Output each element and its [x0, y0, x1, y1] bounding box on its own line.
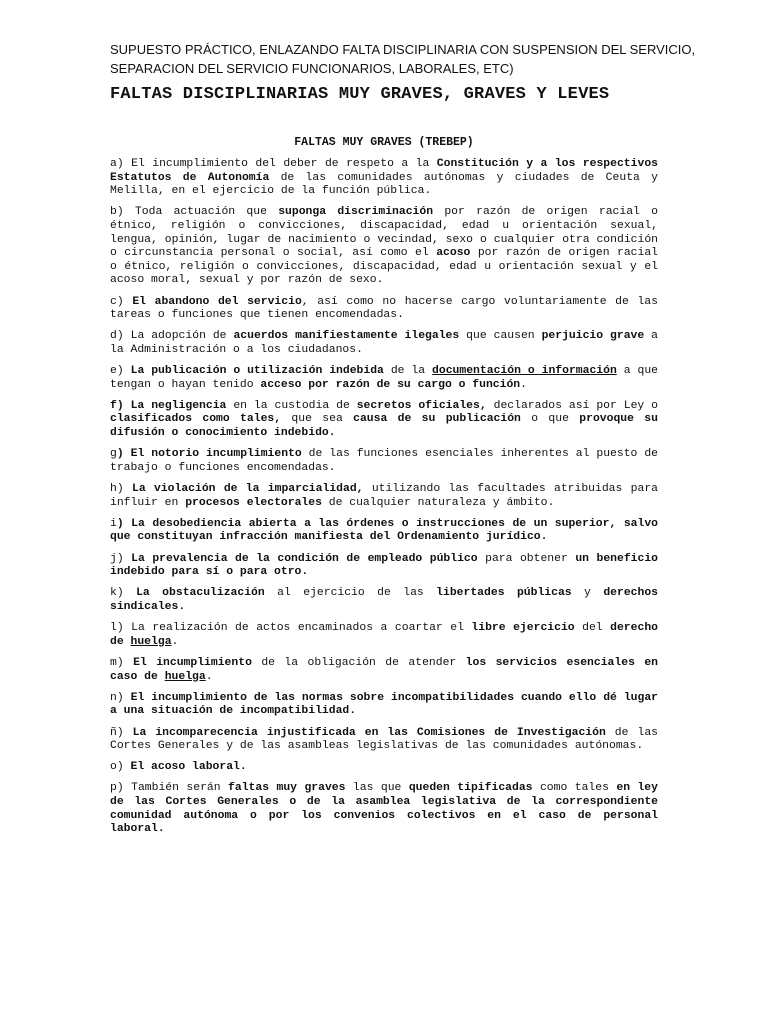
- text-run: .: [520, 378, 527, 391]
- text-run: de cualquier naturaleza y ámbito.: [321, 496, 555, 509]
- text-run: i: [110, 517, 117, 530]
- section-heading: FALTAS MUY GRAVES (TREBEP): [294, 136, 474, 149]
- text-run: clasificados como tales,: [110, 413, 282, 426]
- text-run: g: [110, 448, 117, 461]
- text-run: o): [110, 761, 131, 774]
- paragraph-j: [110, 553, 658, 580]
- paragraph-d: [110, 330, 658, 357]
- text-run: d) La adopción de: [110, 330, 234, 343]
- text-run: por razón de origen racial o étnico, religión o convicciones, discapacidad, edad u orientación sexual, lengua, opinión, lugar de nacimiento o vecindad, sexo o cualquier otra condición o circunstancia personal o social, así como el: [110, 206, 658, 260]
- text-run: huelga: [130, 635, 172, 648]
- text-run: j): [110, 552, 132, 565]
- text-run: derecho de: [110, 622, 658, 648]
- text-run: acuerdos manifiestamente ilegales: [233, 330, 460, 343]
- text-run: al ejercicio de las: [264, 587, 437, 600]
- text-run: secretos oficiales,: [356, 399, 487, 412]
- text-run: como tales: [532, 782, 617, 795]
- text-run: El incumplimiento de las normas sobre incompatibilidades cuando ello dé lugar a una situación de incompatibilidad.: [110, 691, 658, 718]
- paragraph-a: [110, 158, 658, 199]
- text-run: causa de su publicación: [353, 413, 521, 426]
- paragraph-o: [110, 761, 658, 775]
- paragraph-l: [110, 622, 658, 649]
- text-run: los servicios esenciales en caso de: [110, 656, 658, 683]
- text-run: queden tipificadas: [408, 782, 533, 795]
- text-run: n): [110, 691, 131, 704]
- text-run: a) El incumplimiento del deber de respeto a la: [110, 158, 437, 170]
- text-run: huelga: [164, 670, 206, 683]
- text-run: o que: [520, 413, 580, 426]
- text-run: que causen: [459, 330, 542, 343]
- text-run: La incomparecencia injustificada en las Comisiones de Investigación: [132, 726, 606, 739]
- text-run: La violación de la imparcialidad,: [132, 483, 364, 496]
- text-run: libertades públicas: [436, 587, 572, 600]
- text-run: b) Toda actuación que: [110, 206, 279, 219]
- paragraph-b: [110, 206, 658, 288]
- header-line-2: SEPARACION DEL SERVICIO FUNCIONARIOS, LABORALES, ETC): [110, 61, 514, 76]
- paragraph-p: [110, 782, 658, 836]
- text-run: El acoso laboral.: [130, 761, 247, 774]
- text-run: m): [110, 656, 134, 669]
- text-run: utilizando las facultades atribuidas para influir en: [110, 483, 658, 509]
- text-run: La obstaculización: [136, 587, 265, 600]
- text-run: El abandono del servicio: [132, 295, 302, 308]
- paragraph-ñ: [110, 727, 658, 754]
- text-run: .: [205, 670, 213, 683]
- text-run: Constitución y a los respectivos Estatutos de Autonomía: [110, 158, 658, 184]
- text-run: declarados así por Ley o: [486, 399, 659, 412]
- text-run: de las comunidades autónomas y ciudades de Ceuta y Melilla, en el ejercicio de la función pública.: [110, 171, 658, 198]
- paragraph-e: [110, 365, 658, 392]
- text-run: provoque su difusión o conocimiento indebido.: [110, 413, 658, 440]
- document-body: [110, 158, 658, 844]
- text-run: derechos sindicales.: [110, 587, 658, 613]
- text-run: f) La negligencia: [110, 399, 227, 412]
- text-run: faltas muy graves: [228, 782, 346, 795]
- text-run: k): [110, 587, 137, 600]
- text-run: a la Administración o a los ciudadanos.: [110, 330, 658, 356]
- paragraph-k: [110, 587, 658, 614]
- text-run: de las Cortes Generales y de las asambleas legislativas de las comunidades autónomas.: [110, 726, 658, 753]
- text-run: e): [110, 365, 131, 378]
- text-run: un beneficio indebido para sí o para otro.: [110, 552, 659, 579]
- paragraph-h: [110, 483, 658, 510]
- text-run: La publicación o utilización indebida: [130, 365, 384, 378]
- text-run: suponga discriminación: [278, 206, 434, 219]
- header-line-1: SUPUESTO PRÁCTICO, ENLAZANDO FALTA DISCIPLINARIA CON SUSPENSION DEL SERVICIO,: [110, 42, 696, 57]
- paragraph-i: [110, 518, 658, 545]
- text-run: de las funciones esenciales inherentes al puesto de trabajo o funciones encomendadas.: [110, 448, 658, 474]
- text-run: ) El notorio incumplimiento: [116, 448, 302, 461]
- paragraph-n: [110, 692, 658, 719]
- text-run: .: [171, 635, 179, 648]
- text-run: procesos electorales: [185, 496, 322, 509]
- text-run: El incumplimiento: [133, 656, 252, 669]
- text-run: p) También serán: [110, 782, 229, 795]
- document-title: FALTAS DISCIPLINARIAS MUY GRAVES, GRAVES Y LEVES: [110, 85, 610, 104]
- text-run: documentación o información: [432, 365, 617, 378]
- text-run: a que tengan o hayan tenido: [110, 365, 658, 391]
- paragraph-f: [110, 400, 658, 441]
- text-run: en ley de las Cortes Generales o de la asamblea legislativa de la correspondiente comunidad autónoma o por los convenios colectivos en el caso de personal laboral.: [110, 782, 658, 836]
- text-run: perjuicio grave: [541, 330, 645, 343]
- text-run: ) La desobediencia abierta a las órdenes o instrucciones de un superior, salvo que constituyan infracción manifiesta del Ordenamiento jurídico.: [110, 517, 658, 544]
- text-run: c): [110, 295, 133, 308]
- text-run: acceso por razón de su cargo o función: [260, 378, 521, 391]
- text-run: y: [571, 587, 604, 600]
- text-run: libre ejercicio: [471, 622, 575, 635]
- text-run: , así como no hacerse cargo voluntariamente de las tareas o funciones que tienen encomendadas.: [110, 295, 658, 322]
- text-run: para obtener: [477, 552, 576, 565]
- paragraph-c: [110, 296, 658, 323]
- text-run: l) La realización de actos encaminados a coartar el: [110, 622, 472, 635]
- paragraph-g: [110, 448, 658, 475]
- paragraph-m: [110, 657, 658, 684]
- text-run: de la: [383, 365, 433, 378]
- text-run: que sea: [281, 413, 354, 426]
- text-run: del: [574, 622, 611, 635]
- text-run: La prevalencia de la condición de empleado público: [131, 552, 478, 565]
- text-run: en la custodia de: [226, 399, 357, 412]
- text-run: las que: [345, 782, 409, 795]
- text-run: de la obligación de atender: [251, 656, 466, 669]
- text-run: h): [110, 483, 132, 496]
- text-run: por razón de origen racial o étnico, religión o convicciones, discapacidad, edad u orientación sexual y el acoso moral, sexual y por razón de sexo.: [110, 247, 658, 287]
- text-run: ñ): [110, 726, 133, 739]
- text-run: acoso: [436, 247, 471, 260]
